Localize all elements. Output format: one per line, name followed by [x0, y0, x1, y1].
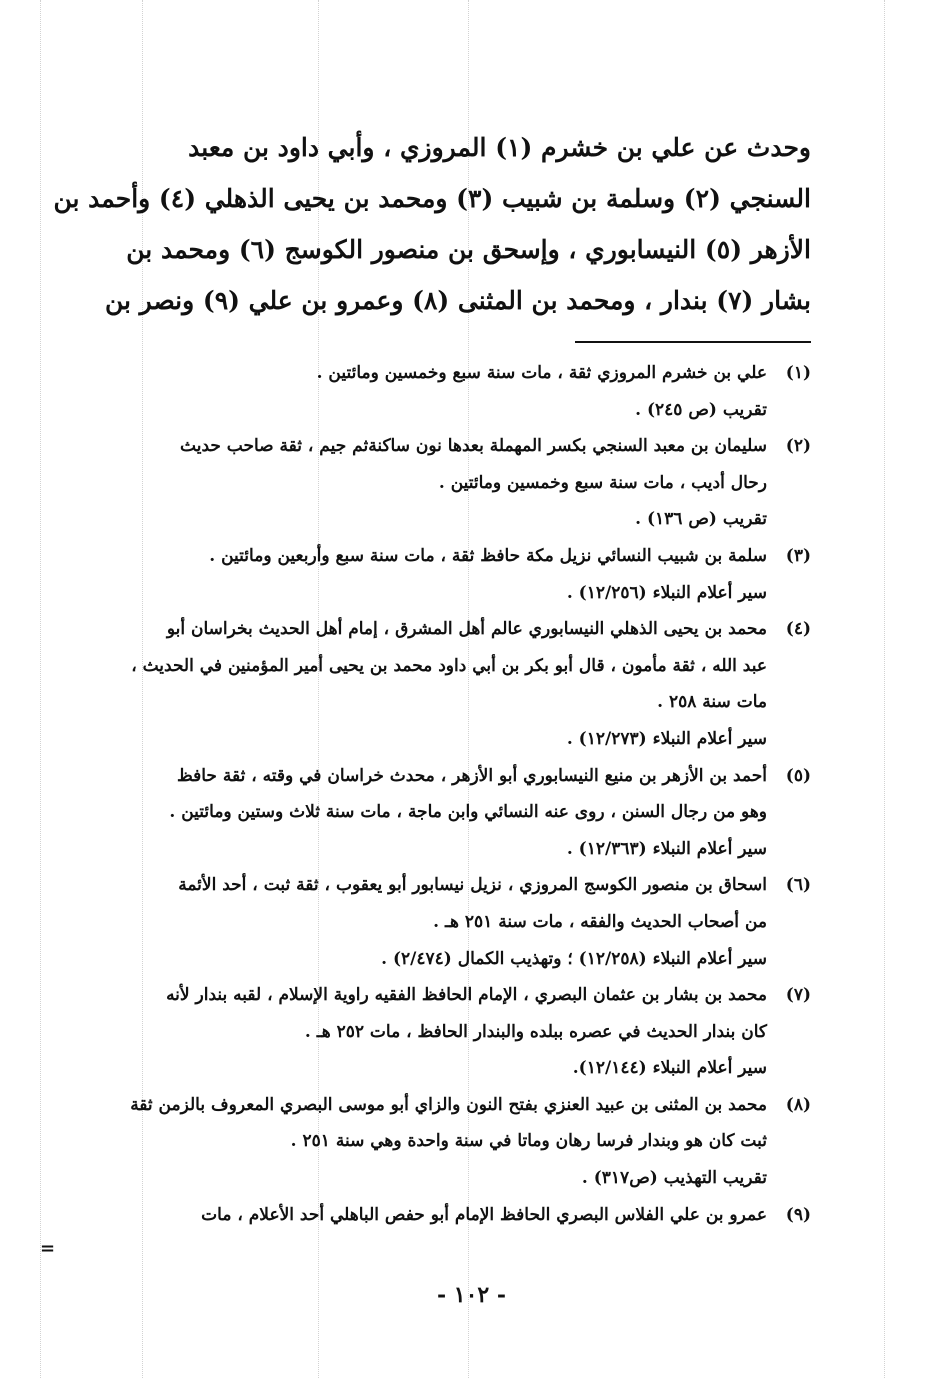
footnote	[96, 355, 811, 428]
footnote	[96, 428, 811, 538]
scan-guide-line	[884, 0, 885, 1378]
footnote-line: محمد بن بشار بن عثمان البصري ، الإمام الحافظ الفقيه راوية الإسلام ، لقبه بندار لأنه	[166, 985, 767, 1006]
main-text-line: الأزهر (٥) النيسابوري ، وإسحق بن منصور الكوسج (٦) ومحمد بن	[126, 235, 811, 264]
footnote-line: سليمان بن معبد السنجي بكسر المهملة بعدها نون ساكنةثم جيم ، ثقة صاحب حديث	[180, 436, 767, 457]
footnote-line: مات سنة ٢٥٨ .	[657, 692, 767, 713]
footnote-separator	[575, 341, 811, 343]
footnote-line: من أصحاب الحديث والفقه ، مات سنة ٢٥١ هـ .	[433, 911, 767, 932]
footnote	[96, 538, 811, 611]
footnote-line: علي بن خشرم المروزي ثقة ، مات سنة سبع وخمسين ومائتين .	[316, 363, 767, 383]
main-text-line: وحدث عن علي بن خشرم (١) المروزي ، وأبي داود بن معبد	[188, 133, 811, 162]
footnote-line: سير أعلام النبلاء (١٢/٢٥٦) .	[566, 582, 767, 603]
footnote-number: (٥)	[785, 765, 811, 786]
footnote	[96, 758, 811, 868]
footnote	[96, 977, 811, 1087]
footnote-line: وهو من رجال السنن ، روى عنه النسائي وابن ماجة ، مات سنة ثلاث وستين ومائتين .	[169, 802, 767, 823]
footnote-line: أحمد بن الأزهر بن منيع النيسابوري أبو الأزهر ، محدث خراسان في وقته ، ثقة حافظ	[176, 765, 767, 786]
footnote-line: محمد بن المثنى بن عبيد العنزي بفتح النون والزاي أبو موسى البصري المعروف بالزمن ثقة	[130, 1094, 767, 1115]
footnote-line: سير أعلام النبلاء (١٢/٢٧٣) .	[566, 728, 767, 749]
footnote-line: عمرو بن علي الفلاس البصري الحافظ الإمام أبو حفص الباهلي أحد الأعلام ، مات	[201, 1204, 767, 1225]
footnote-line: سير أعلام النبلاء (١٢/٢٥٨) ؛ وتهذيب الكمال (٢/٤٧٤) .	[381, 948, 767, 969]
footnote-line: سير أعلام النبلاء (١٢/٣٦٣) .	[566, 838, 767, 859]
scan-guide-line	[40, 0, 41, 1378]
main-text	[53, 122, 811, 326]
footnote-number: (٩)	[785, 1204, 811, 1225]
footnote-number: (٦)	[785, 875, 811, 896]
footnote-line: سير أعلام النبلاء (١٢/١٤٤).	[572, 1058, 767, 1079]
footnote	[96, 1087, 811, 1197]
footnotes	[96, 355, 811, 1233]
footnote-line: عبد الله ، ثقة مأمون ، قال أبو بكر بن أبي داود محمد بن يحيى أمير المؤمنين في الحديث ،	[131, 655, 767, 676]
main-text-line: بشار (٧) بندار ، ومحمد بن المثنى (٨) وعمرو بن علي (٩) ونصر بن	[104, 286, 811, 315]
main-text-line: السنجي (٢) وسلمة بن شبيب (٣) ومحمد بن يحيى الذهلي (٤) وأحمد بن	[53, 184, 811, 213]
footnote-number: (٢)	[785, 436, 811, 457]
continuation-mark: =	[40, 1238, 56, 1259]
footnote-line: سلمة بن شبيب النسائي نزيل مكة حافظ ثقة ، مات سنة سبع وأربعين ومائتين .	[209, 545, 767, 566]
footnote-line: ثبت كان هو وبندار فرسا رهان وماتا في سنة واحدة وهي سنة ٢٥١ .	[290, 1131, 767, 1152]
footnote	[96, 1197, 811, 1234]
footnote-line: تقريب (ص ١٣٦) .	[635, 509, 767, 530]
footnote-number: (٨)	[785, 1094, 811, 1115]
footnote-number: (٣)	[785, 545, 811, 566]
footnote-number: (١)	[785, 363, 811, 383]
footnote-line: رحال أديب ، مات سنة سبع وخمسين ومائتين .	[438, 472, 767, 493]
footnote-line: تقريب التهذيب (ص٣١٧) .	[581, 1168, 767, 1189]
footnote-number: (٤)	[785, 619, 811, 640]
footnote	[96, 611, 811, 757]
footnote-number: (٧)	[785, 985, 811, 1006]
page-number: - ١٠٢ -	[436, 1282, 507, 1308]
footnote-line: كان بندار الحديث في عصره ببلده والبندار الحافظ ، مات ٢٥٢ هـ .	[304, 1021, 767, 1042]
footnote-line: اسحاق بن منصور الكوسج المروزي ، نزيل نيسابور أبو يعقوب ، ثقة ثبت ، أحد الأئمة	[178, 875, 767, 896]
footnote-line: محمد بن يحيى الذهلي النيسابوري عالم أهل المشرق ، إمام أهل الحديث بخراسان أبو	[166, 619, 767, 640]
footnote	[96, 867, 811, 977]
footnote-line: تقريب (ص ٢٤٥) .	[635, 399, 767, 420]
